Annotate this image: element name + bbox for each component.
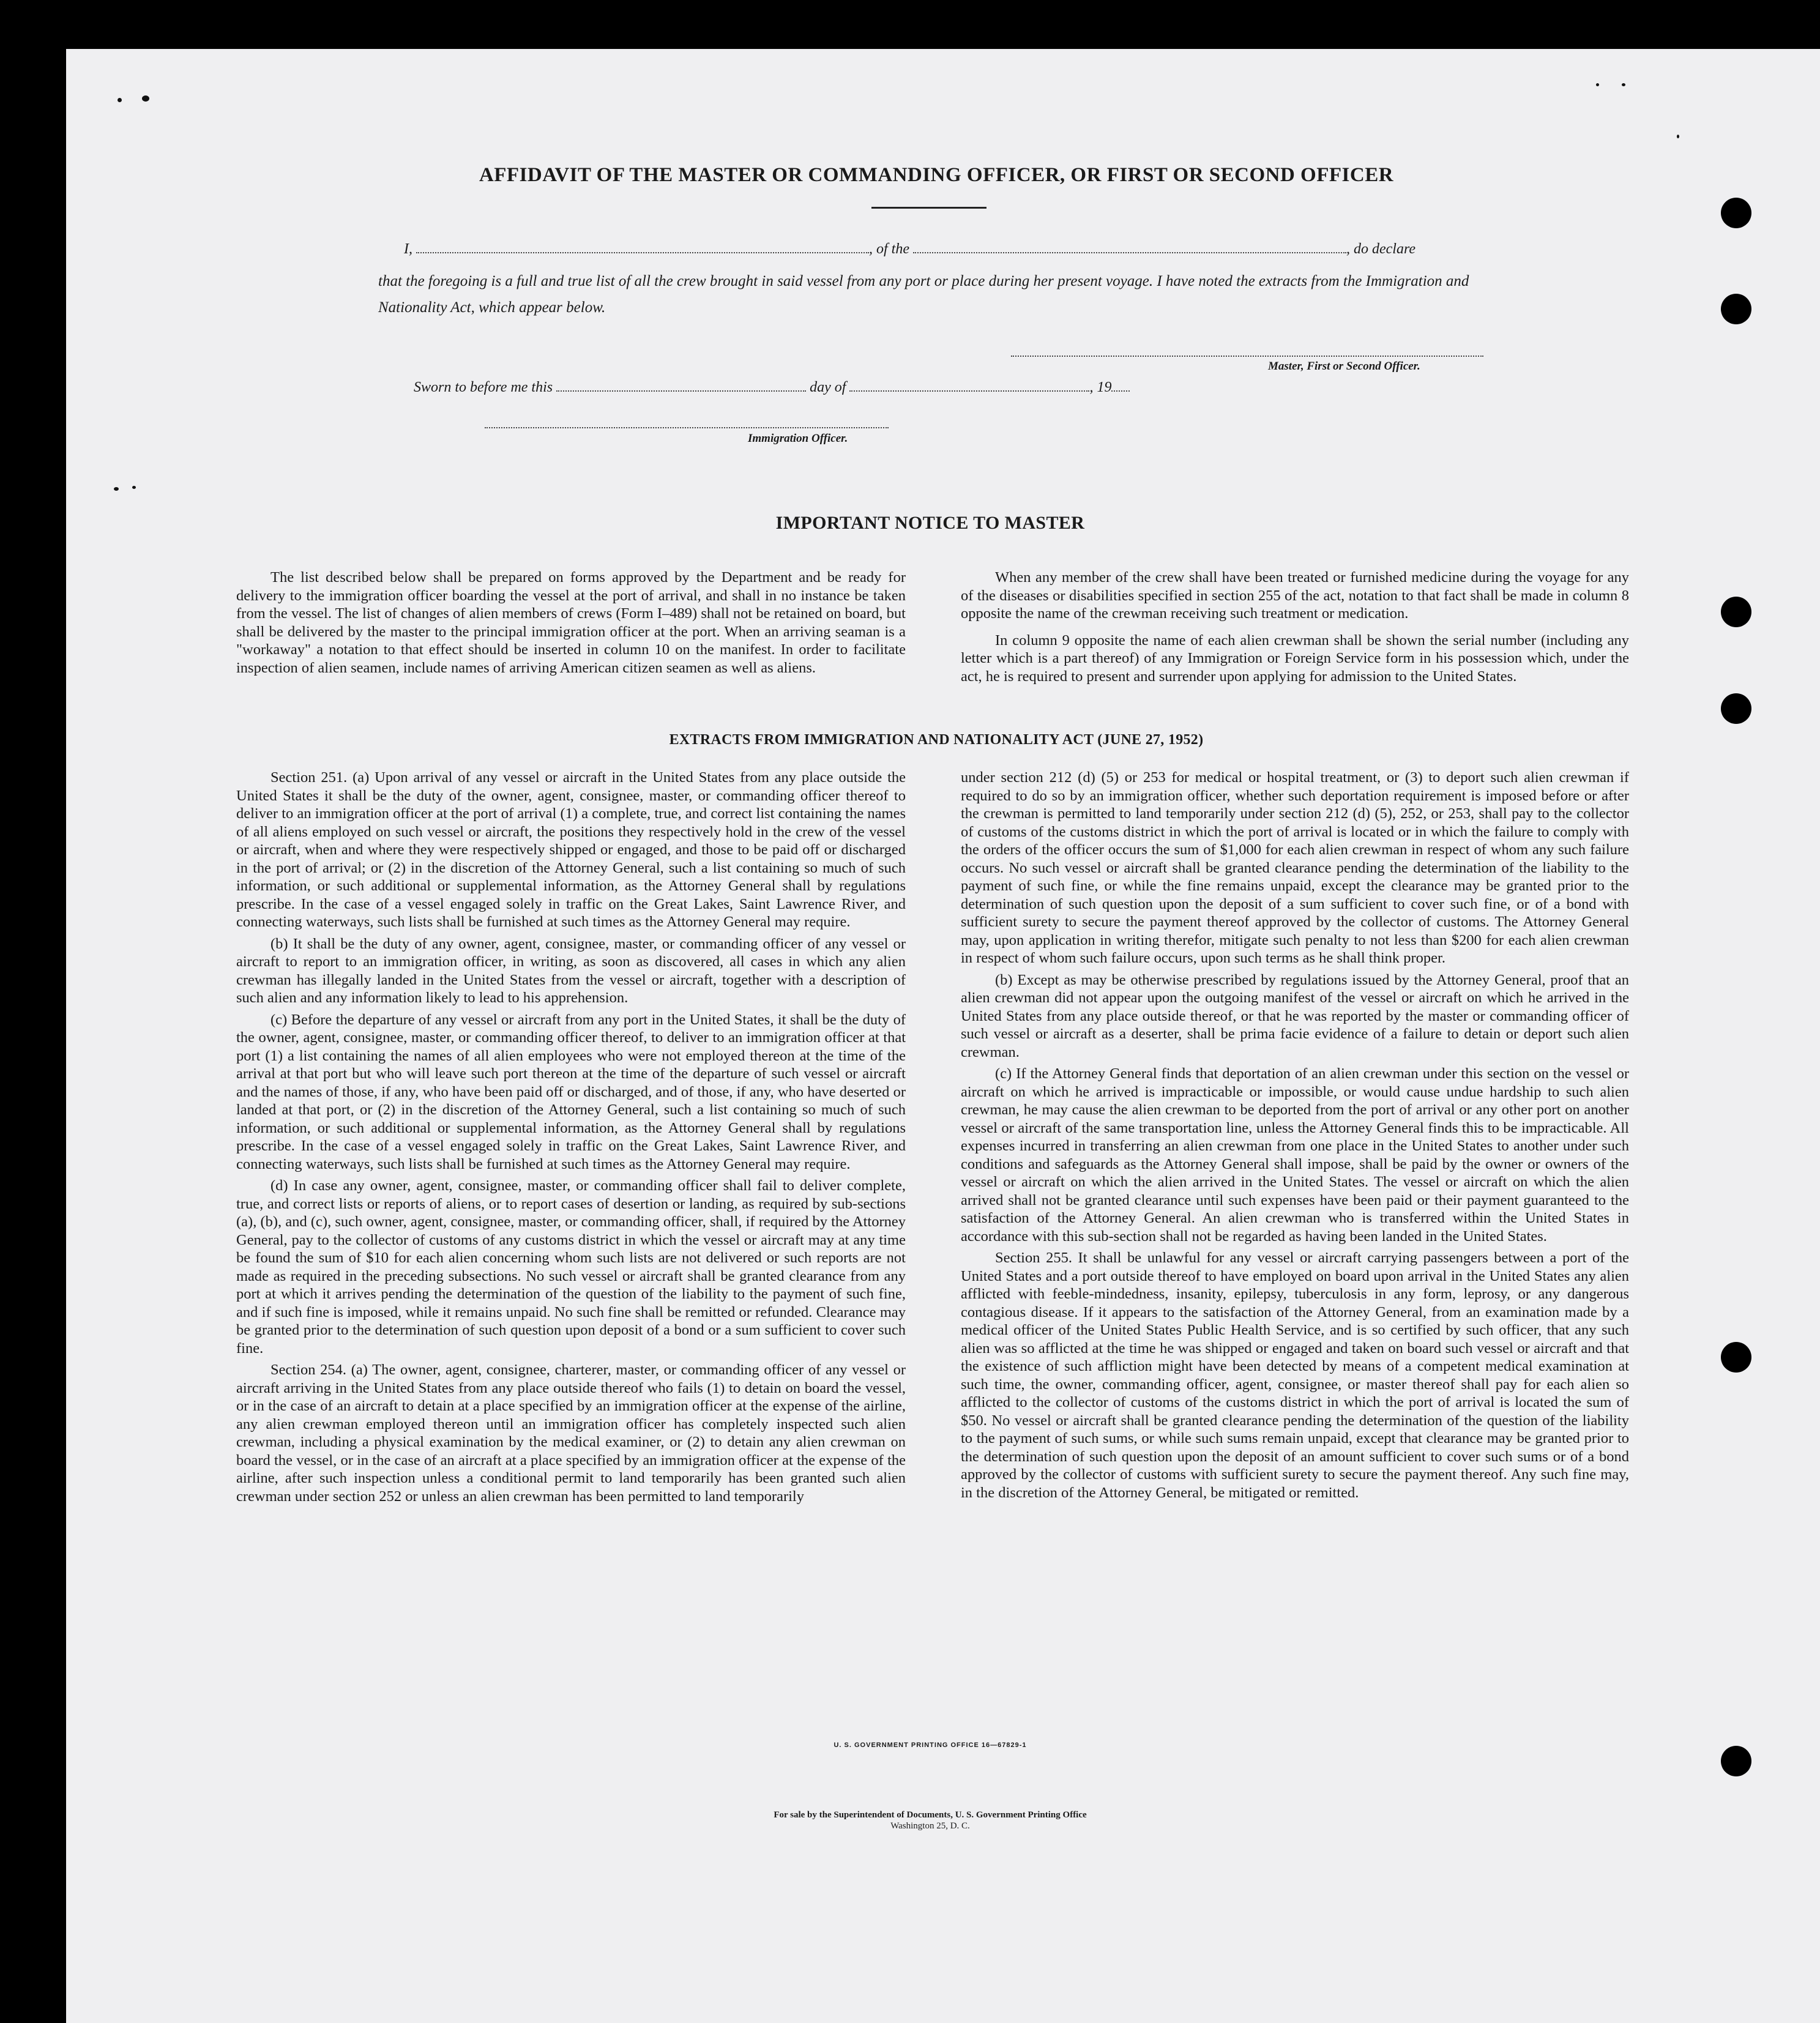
gpo-imprint: U. S. GOVERNMENT PRINTING OFFICE 16—67829-1 xyxy=(834,1742,1027,1749)
extract-paragraph: Section 251. (a) Upon arrival of any vessel or aircraft in the United States from any place outside the United States it shall be the duty of the owner, agent, consignee, master, or commanding officer thereof to deliver to an immigration officer at the port of arrival (1) a complete, true, and correct list containing the names of all aliens employed on such vessel or aircraft, the positions they respectively hold in the crew of the vessel or aircraft, when and where they were respectively shipped or engaged, and those to be paid off or discharged in the port of arrival; or (2) in the discretion of the Attorney General, such a list containing so much of such information, or such additional or supplemental information, as the Attorney General shall by regulations prescribe. In the case of a vessel engaged solely in traffic on the Great Lakes, Saint Lawrence River, and connecting waterways, such lists shall be furnished at such times as the Attorney General may require. xyxy=(236,769,906,930)
punch-hole xyxy=(1721,693,1751,724)
extracts-title: EXTRACTS FROM IMMIGRATION AND NATIONALITY ACT (JUNE 27, 1952) xyxy=(669,732,1204,748)
extract-paragraph: (d) In case any owner, agent, consignee, master, or commanding officer shall fail to deliver complete, true, and correct lists or reports of aliens, or to report cases of desertion or landing, as required by sub-sections (a), (b), and (c), such owner, agent, consignee, master, or commanding officer, shall, if required by the Attorney General, pay to the collector of customs of any customs district in which the vessel or aircraft may at any time be found the sum of $10 for each alien concerning whom such lists are not delivered or such reports are not made as required in the preceding subsections. No such vessel or aircraft shall be granted clearance from any port at which it arrives pending the determination of the question of the liability to the payment of such fine, and if such fine is imposed, while it remains unpaid. No such fine shall be remitted or refunded. Clearance may be granted prior to the determination of such question upon deposit of a bond or a sum sufficient to cover such fine. xyxy=(236,1177,906,1357)
scan-mark xyxy=(1596,83,1599,86)
officer-caption: Immigration Officer. xyxy=(748,432,848,445)
punch-hole xyxy=(1721,198,1751,228)
punch-hole xyxy=(1721,294,1751,324)
extract-paragraph: (b) Except as may be otherwise prescribed by regulations issued by the Attorney General, proof that an alien crewman did not appear upon the outgoing manifest of the vessel or aircraft on which he arrived in the United States from any place outside thereof, or that he was reported by the master or commanding officer of such vessel or aircraft as a deserter, shall be prima facie evidence of a failure to detain or deport such alien crewman. xyxy=(961,971,1629,1060)
notice-paragraph: The list described below shall be prepared on forms approved by the Department and be ready for delivery to the immigration officer boarding the vessel at the port of arrival, and shall in no instance be taken from the vessel. The list of changes of alien members of crews (Form I–489) shall not be retained on board, but shall be delivered by the master to the principal immigration officer at the port. When an arriving seaman is a "workaway" a notation to that effect should be inserted in column 10 on the manifest. In order to facilitate inspection of alien seamen, include names of arriving American citizen seamen as well as aliens. xyxy=(236,569,906,676)
sale-line-1: For sale by the Superintendent of Documents, U. S. Government Printing Office xyxy=(774,1810,1087,1820)
extract-paragraph: (b) It shall be the duty of any owner, agent, consignee, master, or commanding officer of any vessel or aircraft to report to an immigration officer, in writing, as soon as discovered, all cases in which any alien crewman has illegally landed in the United States from the vessel or aircraft, together with a description of such alien and any information likely to lead to his apprehension. xyxy=(236,935,906,1006)
extract-paragraph: (c) If the Attorney General finds that deportation of an alien crewman under this section on the vessel or aircraft on which he arrived is impracticable or impossible, or would cause undue hardship to such alien crewman, he may cause the alien crewman to be deported from the port of arrival or any other port on another vessel or aircraft of the same transportation line, unless the Attorney General finds this to be impracticable. All expenses incurred in transferring an alien crewman from one place in the United States to another under such conditions and safeguards as the Attorney General shall impose, shall be paid by the owner or owners of the vessel or aircraft on which the alien arrived in the United States. The vessel or aircraft on which the alien arrived shall not be granted clearance until such expenses have been paid or their payment guaranteed to the satisfaction of the Attorney General. An alien crewman who is transferred within the United States in accordance with this sub-section shall not be regarded as having been landed in the United States. xyxy=(961,1065,1629,1245)
extract-paragraph: Section 254. (a) The owner, agent, consignee, charterer, master, or commanding officer of any vessel or aircraft arriving in the United States from any place outside thereof who fails (1) to detain on board the vessel, or in the case of an aircraft to detain at a place specified by an immigration officer at the expense of the airline, any alien crewman employed thereon until an immigration officer has completely inspected such alien crewman, including a physical examination by the medical examiner, or (2) to detain any alien crewman on board the vessel, or in the case of an aircraft at a place specified by an immigration officer at the expense of the airline, after such inspection unless a conditional permit to land temporarily has been granted such alien crewman under section 252 or unless an alien crewman has been permitted to land temporarily xyxy=(236,1362,906,1505)
notice-paragraph: In column 9 opposite the name of each alien crewman shall be shown the serial number (including any letter which is a part thereof) of any Immigration or Foreign Service form in his possession which, under the act, he is required to present and surrender upon applying for admission to the United States. xyxy=(961,631,1629,685)
title-rule xyxy=(871,207,986,209)
sale-notice xyxy=(673,1809,1187,1831)
year-field[interactable] xyxy=(1111,381,1130,392)
notice-paragraph: When any member of the crew shall have been treated or furnished medicine during the voyage for any of the diseases or disabilities specified in section 255 of the act, notation to that fact shall be made in column 8 opposite the name of the crewman receiving such treatment or medication. xyxy=(961,569,1629,622)
officer-signature-line[interactable] xyxy=(485,427,889,428)
scan-mark xyxy=(114,487,119,491)
scan-mark xyxy=(1622,83,1625,86)
declaration-statement: that the foregoing is a full and true list of all the crew brought in said vessel from any port or place during her present voyage. I have noted the extracts from the Immigration and Nationality Act, which appear below. xyxy=(378,273,1469,316)
sworn-line xyxy=(414,379,1130,396)
extracts-right-column xyxy=(961,769,1629,1505)
master-signature-line[interactable] xyxy=(1011,356,1483,357)
master-caption: Master, First or Second Officer. xyxy=(1268,360,1420,373)
scan-mark xyxy=(1677,135,1679,138)
affidavit-title: AFFIDAVIT OF THE MASTER OR COMMANDING OFFICER, OR FIRST OR SECOND OFFICER xyxy=(479,164,1394,186)
declare-of-the-label: , of the xyxy=(869,241,909,257)
notice-title: IMPORTANT NOTICE TO MASTER xyxy=(775,513,1085,533)
extract-paragraph: Section 255. It shall be unlawful for any vessel or aircraft carrying passengers between a port of the United States and a port outside thereof to have employed on board upon arrival in the United States any alien afflicted with feeble-mindedness, insanity, epilepsy, tuberculosis in any form, leprosy, or any dangerous contagious disease. If it appears to the satisfaction of the Attorney General, from an examination made by a medical officer of the United States Public Health Service, and is so certified by such officer, that any such alien was so afflicted at the time he was shipped or engaged and taken on board such vessel or aircraft and that the existence of such affliction might have been detected by means of a competent medical examination at such time, the owner, commanding officer, agent, consignee, or master thereof shall pay for each alien so afflicted to the collector of customs of the customs district in which the port of arrival is located the sum of $50. No vessel or aircraft shall be granted clearance pending the determination of the question of the liability to the payment of such sums, or while such sums remain unpaid, except that clearance may be granted prior to the determination of such question upon the deposit of an amount sufficient to cover such sums or of a bond approved by the collector of customs with sufficient surety to secure the payment thereof. Any such fine may, in the discretion of the Attorney General, be mitigated or remitted. xyxy=(961,1250,1629,1501)
punch-hole xyxy=(1721,1746,1751,1776)
declare-do-declare-label: , do declare xyxy=(1346,241,1416,257)
scan-mark xyxy=(132,486,136,489)
notice-right-column xyxy=(961,568,1629,689)
day-field[interactable] xyxy=(556,381,806,392)
year-prefix-label: , 19 xyxy=(1089,379,1112,395)
scan-mark xyxy=(142,95,149,102)
declaration-line xyxy=(404,241,1415,258)
extracts-left-column xyxy=(236,769,906,1509)
sworn-label: Sworn to before me this xyxy=(414,379,553,395)
extract-paragraph: under section 212 (d) (5) or 253 for medical or hospital treatment, or (3) to deport such alien crewman if required to do so by an immigration officer, whether such deportation requirement is imposed before or after the crewman is permitted to land temporarily under section 212 (d) (5), 252, or 253, shall pay to the collector of customs of the customs district in which the port of arrival is located or in which the failure to comply with the orders of the officer occurs the sum of $1,000 for each alien crewman in respect of whom any such failure occurs. No such vessel or aircraft shall be granted clearance pending the determination of the liability to the payment of such fine, or while the fine remains unpaid, except the clearance may be granted prior to the determination of such question upon the deposit of a sum sufficient to cover such fine, or of a bond with sufficient surety to secure the payment thereof approved by the collector of customs. The Attorney General may, upon application in writing therefor, mitigate such penalty to not less than $200 for each alien crewman in respect of whom such failure occurs, upon such terms as he shall think proper. xyxy=(961,769,1629,966)
declare-i-label: I, xyxy=(404,241,412,257)
punch-hole xyxy=(1721,597,1751,627)
day-of-label: day of xyxy=(810,379,846,395)
month-field[interactable] xyxy=(849,381,1089,392)
sale-line-2: Washington 25, D. C. xyxy=(890,1821,970,1831)
notice-left-column xyxy=(236,568,906,680)
name-field[interactable] xyxy=(416,242,869,253)
scan-mark xyxy=(117,98,122,102)
punch-hole xyxy=(1721,1342,1751,1373)
extract-paragraph: (c) Before the departure of any vessel or aircraft from any port in the United States, it shall be the duty of the owner, agent, consignee, master, or commanding officer thereof, to deliver to an immigration officer at that port (1) a list containing the names of all alien employees who were not employed thereon at the time of the arrival at that port but who will leave such port thereon at the time of the departure of such vessel or aircraft and the names of those, if any, who have been paid off or discharged, and of those, if any, who have deserted or landed at that port, or (2) in the discretion of the Attorney General, such a list containing so much of such information, or such additional or supplemental information, as the Attorney General shall by regulations prescribe. In the case of a vessel engaged solely in traffic on the Great Lakes, Saint Lawrence River, and connecting waterways, such lists shall be furnished at such times as the Attorney General may require. xyxy=(236,1011,906,1172)
vessel-field[interactable] xyxy=(913,242,1346,253)
